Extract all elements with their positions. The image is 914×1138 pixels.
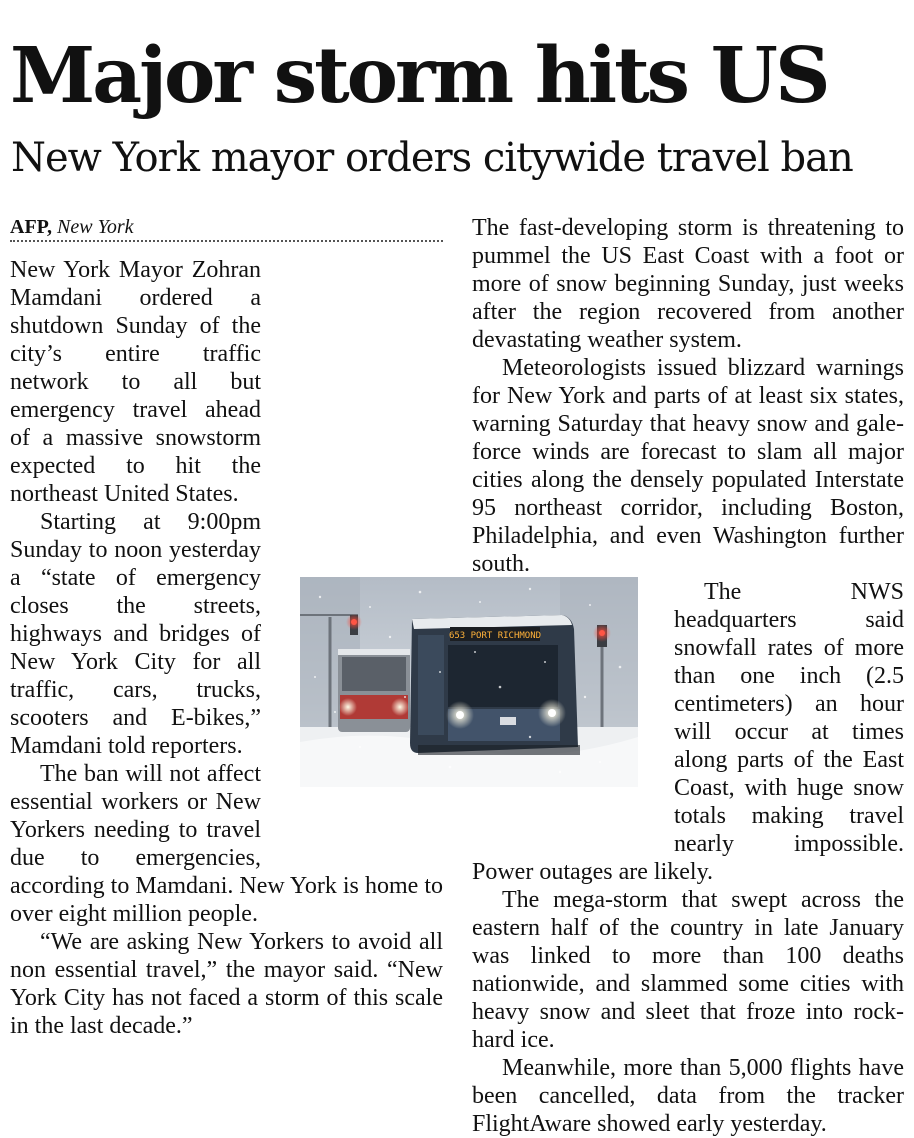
article-paragraph: The ban will not affect essential workers or New Yorkers needing to travel due to emergencies, according to Mamdani. New York is home to over eight million people. xyxy=(10,761,443,927)
headline: Major storm hits US xyxy=(10,31,828,121)
article-paragraph: Meanwhile, more than 5,000 flights have been cancelled, data from the tracker FlightAware showed early yesterday. xyxy=(472,1055,904,1137)
article-paragraph: Meteorologists issued blizzard warnings for New York and parts of at least six states, warning Saturday that heavy snow and gale-force winds are forecast to slam all major cities along the densely populated Interstate 95 northeast corridor, including Boston, Philadelphia, and even Washington further south. xyxy=(472,355,904,577)
article-paragraph: The NWS headquarters said snowfall rates of more than one inch (2.5 centimeters) an hour will occur at times along parts of the East Coast, with huge snow totals making travel nearly impossible. Power outages are likely. xyxy=(472,579,904,885)
byline-agency: AFP, xyxy=(10,216,53,238)
byline xyxy=(10,214,443,242)
article-paragraph: The mega-storm that swept across the eastern half of the country in late January was linked to more than 100 deaths nationwide, and slammed some cities with heavy snow and sleet that froze into rock-hard ice. xyxy=(472,887,904,1053)
article-paragraph: “We are asking New Yorkers to avoid all non essential travel,” the mayor said. “New York City has not faced a storm of this scale in the last decade.” xyxy=(10,929,443,1039)
subheadline: New York mayor orders citywide travel ban xyxy=(11,135,853,181)
article-paragraph-continued: The fast-developing storm is threatening to pummel the US East Coast with a foot or more of snow beginning Sunday, just weeks after the region recovered from another devastating weather system. xyxy=(472,215,904,353)
byline-dateline: New York xyxy=(57,216,134,238)
snowstorm-bus-photo xyxy=(300,577,638,787)
bus-destination-sign: 653 PORT RICHMOND xyxy=(448,631,542,641)
article-paragraph: Starting at 9:00pm Sunday to noon yesterday a “state of emergency closes the streets, highways and bridges of New York City for all traffic, cars, trucks, scooters and E-bikes,” Mamdani told reporters. xyxy=(10,509,261,759)
article-paragraph: New York Mayor Zohran Mamdani ordered a shutdown Sunday of the city’s entire traffic network to all but emergency travel ahead of a massive snowstorm expected to hit the northeast United States. xyxy=(10,257,261,507)
